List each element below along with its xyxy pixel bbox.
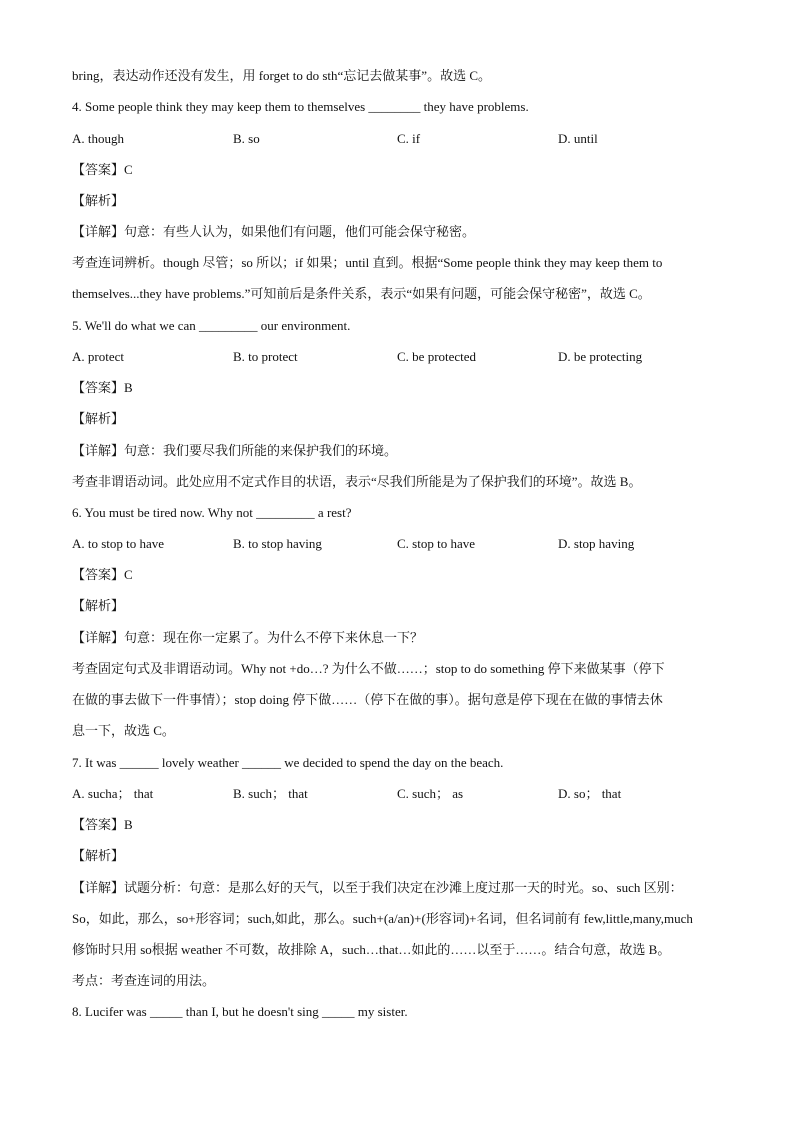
explanation-line: themselves...they have problems.”可知前后是条件关系，表示“如果有问题，可能会保守秘密”，故选 C。 xyxy=(72,286,651,301)
question-4-options xyxy=(72,130,734,148)
question-5: 5. We'll do what we can _________ our environment. xyxy=(72,318,351,333)
option-b: B. to protect xyxy=(233,349,298,364)
option-c: C. be protected xyxy=(397,349,477,364)
option-a: A. though xyxy=(72,131,124,146)
explanation-line: 【详解】句意：有些人认为，如果他们有问题，他们可能会保守秘密。 xyxy=(72,224,476,239)
analysis-label: 【解析】 xyxy=(72,848,125,863)
answer-label: 【答案】C xyxy=(72,567,133,582)
explanation-line: 【详解】试题分析：句意：是那么好的天气，以至于我们决定在沙滩上度过那一天的时光。so、such 区别： xyxy=(72,880,683,895)
explanation-line: 考查非谓语动词。此处应用不定式作目的状语，表示“尽我们所能是为了保护我们的环境”。故选 B。 xyxy=(72,474,642,489)
option-d: D. be protecting xyxy=(558,349,643,364)
answer-label: 【答案】B xyxy=(72,380,133,395)
option-d: D. until xyxy=(558,131,598,146)
explanation-line: 【详解】句意：现在你一定累了。为什么不停下来休息一下？ xyxy=(72,630,424,645)
question-6: 6. You must be tired now. Why not _________ a rest? xyxy=(72,505,352,520)
question-6-options xyxy=(72,535,734,553)
analysis-label: 【解析】 xyxy=(72,411,125,426)
option-b: B. such； that xyxy=(233,786,308,801)
option-c: C. stop to have xyxy=(397,536,475,551)
explanation-line: 考点：考查连词的用法。 xyxy=(72,973,216,988)
question-8: 8. Lucifer was _____ than I, but he doesn't sing _____ my sister. xyxy=(72,1004,408,1019)
question-7: 7. It was ______ lovely weather ______ we decided to spend the day on the beach. xyxy=(72,755,504,770)
text-line: bring，表达动作还没有发生，用 forget to do sth“忘记去做某事”。故选 C。 xyxy=(72,68,491,83)
option-d: D. so； that xyxy=(558,786,622,801)
answer-label: 【答案】C xyxy=(72,162,133,177)
option-c: C. such； as xyxy=(397,786,464,801)
analysis-label: 【解析】 xyxy=(72,598,125,613)
option-a: A. sucha； that xyxy=(72,786,154,801)
option-a: A. to stop to have xyxy=(72,536,165,551)
analysis-label: 【解析】 xyxy=(72,193,125,208)
option-c: C. if xyxy=(397,131,421,146)
answer-label: 【答案】B xyxy=(72,817,133,832)
option-b: B. so xyxy=(233,131,260,146)
option-b: B. to stop having xyxy=(233,536,322,551)
question-4: 4. Some people think they may keep them to themselves ________ they have problems. xyxy=(72,99,529,114)
explanation-line: So，如此，那么，so+形容词；such,如此，那么。such+(a/an)+(形容词)+名词，但名词前有 few,little,many,much xyxy=(72,911,693,926)
question-5-options xyxy=(72,348,734,366)
option-d: D. stop having xyxy=(558,536,635,551)
question-7-options xyxy=(72,785,734,803)
explanation-line: 修饰时只用 so根据 weather 不可数，故排除 A，such…that…如此的……以至于……。结合句意，故选 B。 xyxy=(72,942,671,957)
explanation-line: 考查连词辨析。though 尽管；so 所以；if 如果；until 直到。根据“Some people think they may keep them to xyxy=(72,255,663,270)
explanation-line: 息一下，故选 C。 xyxy=(72,723,175,738)
option-a: A. protect xyxy=(72,349,124,364)
explanation-line: 在做的事去做下一件事情）；stop doing 停下做……（停下在做的事）。据句意是停下现在在做的事情去休 xyxy=(72,692,663,707)
explanation-line: 考查固定句式及非谓语动词。Why not +do…? 为什么不做……；stop to do something 停下来做某事（停下 xyxy=(72,661,665,676)
explanation-line: 【详解】句意：我们要尽我们所能的来保护我们的环境。 xyxy=(72,443,398,458)
